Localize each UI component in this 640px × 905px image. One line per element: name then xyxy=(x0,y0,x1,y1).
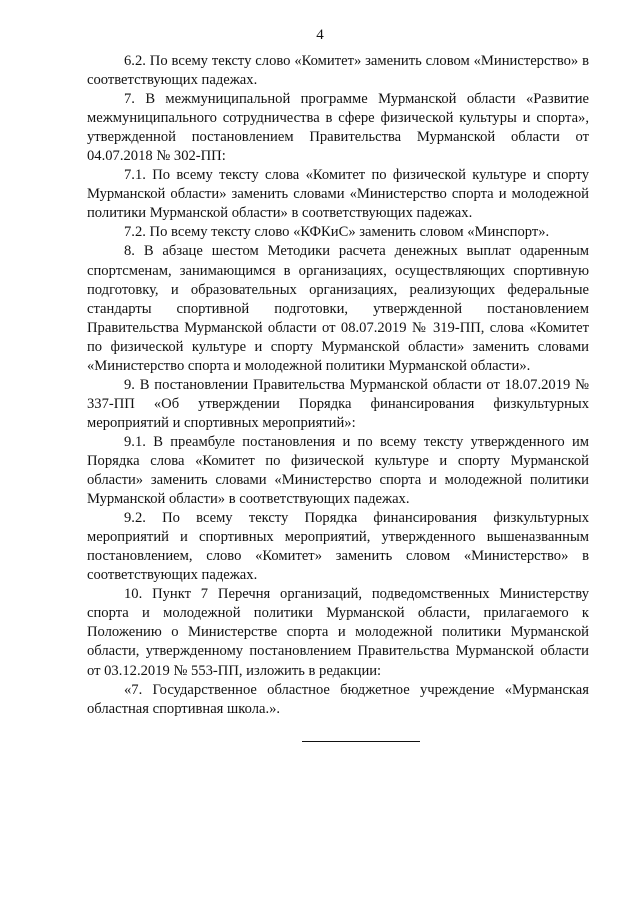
paragraph-7: 7. В межмуниципальной программе Мурманской области «Развитие межмуниципального сотрудничества в сфере физической культуры и спорта», утвержденной постановлением Правительства Мурманской области от 04.07.2018 № 302-ПП: xyxy=(87,91,589,165)
paragraph-7-2: 7.2. По всему тексту слово «КФКиС» заменить словом «Минспорт». xyxy=(124,224,550,241)
paragraph-9: 9. В постановлении Правительства Мурманской области от 18.07.2019 № 337-ПП «Об утверждении Порядка финансирования физкультурных мероприятий и спортивных мероприятий»: xyxy=(87,376,589,431)
closing-divider-line xyxy=(302,741,420,742)
document-body xyxy=(87,52,589,719)
paragraph-10-quote: «7. Государственное областное бюджетное учреждение «Мурманская областная спортивная школа.». xyxy=(87,681,589,717)
page-number: 4 xyxy=(316,27,324,43)
paragraph-9-2: 9.2. По всему тексту Порядка финансирования физкультурных мероприятий и спортивных мероприятий, утвержденного вышеназванным постановлением, слово «Комитет» заменить словом «Министерство» в соответствующих падежах. xyxy=(87,510,589,584)
paragraph-9-1: 9.1. В преамбуле постановления и по всему тексту утвержденного им Порядка слова «Комитет по физической культуре и спорту Мурманской области» заменить словами «Министерство спорта и молодежной политики Мурманской области» в соответствующих падежах. xyxy=(87,433,589,508)
paragraph-10: 10. Пункт 7 Перечня организаций, подведомственных Министерству спорта и молодежной политики Мурманской области, прилагаемого к Положению о Министерстве спорта и молодежной политики Мурманской области, утвержденному постановлением Правительства Мурманской области от 03.12.2019 № 553-ПП, изложить в редакции: xyxy=(87,586,589,679)
paragraph-7-1: 7.1. По всему тексту слова «Комитет по физической культуре и спорту Мурманской области» заменить словами «Министерство спорта и молодежной политики Мурманской области» в соответствующих падежах. xyxy=(87,167,589,222)
paragraph-8: 8. В абзаце шестом Методики расчета денежных выплат одаренным спортсменам, занимающимся в организациях, осуществляющих спортивную подготовку, и образовательных организациях, реализующих федеральные стандарты спортивной подготовки, утвержденной постановлением Правительства Мурманской области от 08.07.2019 № 319-ПП, слова «Комитет по физической культуре и спорту Мурманской области» заменить словами «Министерство спорта и молодежной политики Мурманской области». xyxy=(87,243,589,374)
paragraph-6-2: 6.2. По всему тексту слово «Комитет» заменить словом «Министерство» в соответствующих падежах. xyxy=(87,53,589,89)
